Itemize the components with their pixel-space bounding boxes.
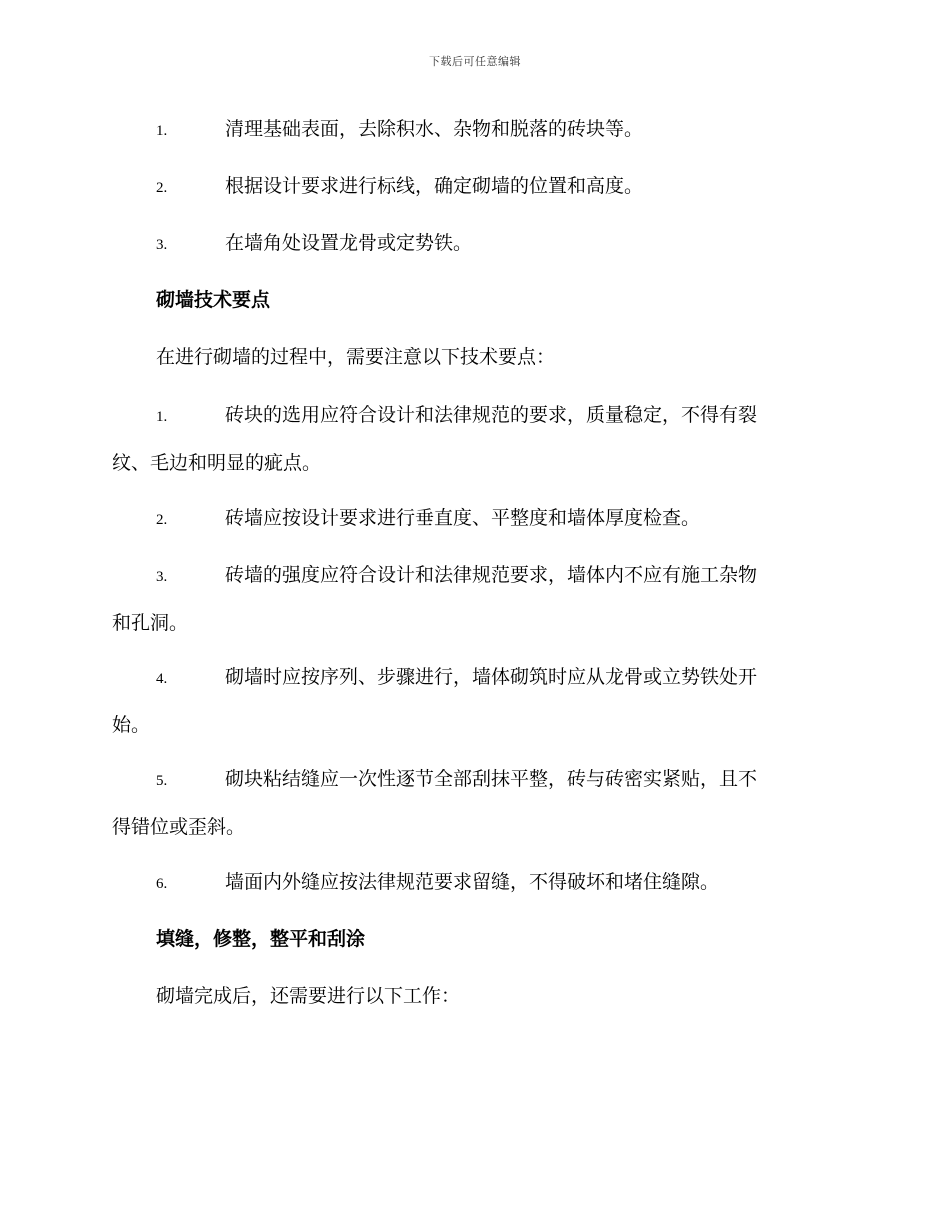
list-number: 1. [156,123,168,139]
list-item [112,220,838,268]
section-intro: 在进行砌墙的过程中，需要注意以下技术要点： [156,346,556,368]
list-text-line1: 墙面内外缝应按法律规范要求留缝，不得破坏和堵住缝隙。 [225,871,720,893]
section-intro: 砌墙完成后，还需要进行以下工作： [156,985,461,1007]
list-text-line2: 和孔洞。 [112,612,189,634]
list-item [112,756,838,850]
list-number: 1. [156,409,168,425]
list-item [112,106,838,154]
list-text-line2: 得错位或歪斜。 [112,816,246,838]
list-text-line1: 砌块粘结缝应一次性逐节全部刮抹平整，砖与砖密实紧贴，且不 [225,768,758,790]
list-item [112,859,838,907]
list-text-line1: 砌墙时应按序列、步骤进行，墙体砌筑时应从龙骨或立势铁处开 [225,666,758,688]
list-text-line1: 砖墙应按设计要求进行垂直度、平整度和墙体厚度检查。 [225,507,701,529]
list-number: 4. [156,671,168,687]
list-number: 5. [156,773,168,789]
list-number: 2. [156,180,168,196]
list-text: 根据设计要求进行标线，确定砌墙的位置和高度。 [225,175,644,197]
list-text-line2: 纹、毛边和明显的疵点。 [112,452,322,474]
section-heading: 砌墙技术要点 [156,289,271,311]
list-text: 清理基础表面，去除积水、杂物和脱落的砖块等。 [225,118,644,140]
list-item [112,495,838,543]
list-item [112,552,838,646]
list-text-line1: 砖墙的强度应符合设计和法律规范要求，墙体内不应有施工杂物 [225,564,758,586]
list-number: 2. [156,512,168,528]
list-number: 3. [156,237,168,253]
list-text-line2: 始。 [112,714,151,736]
list-number: 6. [156,876,168,892]
list-item [112,163,838,211]
list-item [112,654,838,748]
list-text-line1: 砖块的选用应符合设计和法律规范的要求，质量稳定，不得有裂 [225,404,758,426]
page-header: 下载后可任意编辑 [429,55,521,68]
list-number: 3. [156,569,168,585]
list-text: 在墙角处设置龙骨或定势铁。 [225,232,473,254]
section-heading: 填缝，修整，整平和刮涂 [156,928,366,950]
list-item [112,392,838,486]
